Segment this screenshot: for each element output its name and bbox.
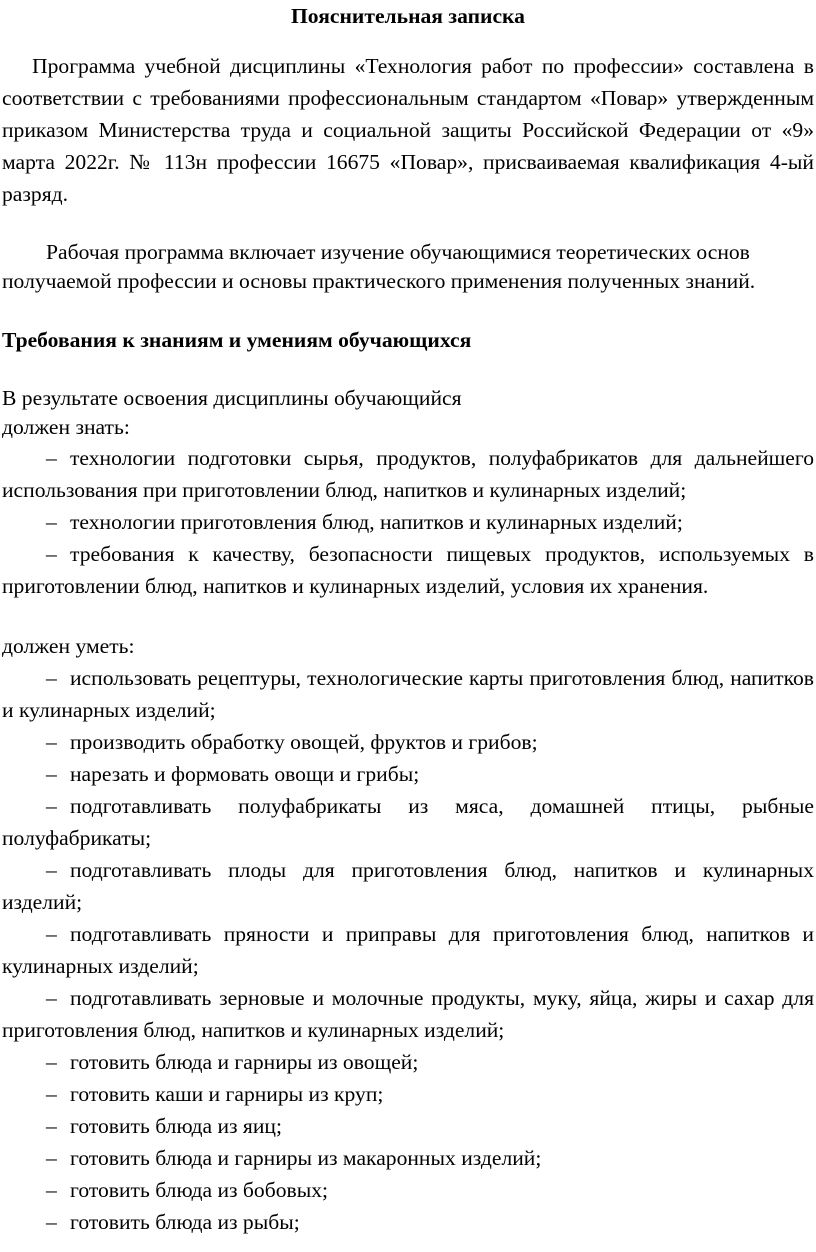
dash-marker: – — [46, 1210, 57, 1234]
list-item — [2, 1174, 814, 1206]
dash-marker: – — [46, 666, 57, 690]
list-item-text: подготавливать полуфабрикаты из мяса, домашней птицы, рыбные полуфабрикаты; — [2, 794, 814, 850]
list-item-text: требования к качеству, безопасности пищевых продуктов, используемых в приготовлении блюд, напитков и кулинарных изделий, условия их хранения. — [2, 542, 814, 598]
dash-marker: – — [46, 1050, 57, 1074]
dash-marker: – — [46, 1178, 57, 1202]
list-item-text: производить обработку овощей, фруктов и грибов; — [70, 730, 538, 754]
list-item-text: готовить блюда из яиц; — [70, 1114, 282, 1138]
dash-marker: – — [46, 1146, 57, 1170]
list-item — [2, 538, 814, 602]
list-item — [2, 1110, 814, 1142]
dash-marker: – — [46, 542, 57, 566]
list-item — [2, 726, 814, 758]
intro-paragraph: Программа учебной дисциплины «Технология работ по профессии» составлена в соответствии с требованиями профессиональным стандартом «Повар» утвержденным приказом Министерства труда и социальной защиты Российской Федерации от «9» марта 2022г. № 113н профессии 16675 «Повар», присваиваемая квалификация 4-ый разряд. — [2, 54, 814, 206]
list-item-text: готовить блюда и гарниры из макаронных изделий; — [70, 1146, 542, 1170]
list-item-text: подготавливать зерновые и молочные продукты, муку, яйца, жиры и сахар для приготовления блюд, напитков и кулинарных изделий; — [2, 986, 814, 1042]
list-item — [2, 982, 814, 1046]
list-item-text: подготавливать пряности и приправы для приготовления блюд, напитков и кулинарных изделий; — [2, 922, 814, 978]
must-do-list — [2, 662, 814, 1238]
list-item-text: использовать рецептуры, технологические карты приготовления блюд, напитков и кулинарных изделий; — [2, 666, 814, 722]
list-item — [2, 1206, 814, 1238]
requirements-heading: Требования к знаниям и умениям обучающихся — [2, 328, 472, 352]
list-item — [2, 854, 814, 918]
must-know-list — [2, 442, 814, 602]
dash-marker: – — [46, 446, 57, 470]
list-item-text: нарезать и формовать овощи и грибы; — [70, 762, 420, 786]
page-title: Пояснительная записка — [291, 4, 525, 28]
list-item — [2, 1046, 814, 1078]
dash-marker: – — [46, 1082, 57, 1106]
dash-marker: – — [46, 1114, 57, 1138]
list-item-text: готовить блюда из бобовых; — [70, 1178, 328, 1202]
must-do-label: должен уметь: — [2, 634, 135, 658]
dash-marker: – — [46, 986, 57, 1010]
dash-marker: – — [46, 922, 57, 946]
list-item — [2, 790, 814, 854]
list-item-text: готовить каши и гарниры из круп; — [70, 1082, 384, 1106]
list-item-text: подготавливать плоды для приготовления блюд, напитков и кулинарных изделий; — [2, 858, 814, 914]
must-know-label: должен знать: — [2, 415, 130, 439]
spacer — [2, 210, 814, 238]
dash-marker: – — [46, 858, 57, 882]
list-item — [2, 506, 814, 538]
dash-marker: – — [46, 730, 57, 754]
list-item — [2, 918, 814, 982]
dash-marker: – — [46, 762, 57, 786]
list-item — [2, 1078, 814, 1110]
spacer — [2, 32, 814, 50]
work-program-paragraph: Рабочая программа включает изучение обучающимися теоретических основ получаемой профессии и основы практического применения полученных знаний. — [2, 240, 756, 293]
list-item — [2, 662, 814, 726]
spacer — [2, 356, 814, 384]
list-item — [2, 758, 814, 790]
spacer — [2, 602, 814, 630]
list-item-text: технологии приготовления блюд, напитков и кулинарных изделий; — [70, 510, 683, 534]
spacer — [2, 296, 814, 324]
list-item — [2, 1142, 814, 1174]
dash-marker: – — [46, 510, 57, 534]
list-item-text: готовить блюда из рыбы; — [70, 1210, 300, 1234]
result-line: В результате освоения дисциплины обучающийся — [2, 386, 462, 410]
list-item-text: технологии подготовки сырья, продуктов, полуфабрикатов для дальнейшего использования при приготовлении блюд, напитков и кулинарных изделий; — [2, 446, 814, 502]
list-item — [2, 442, 814, 506]
list-item-text: готовить блюда и гарниры из овощей; — [70, 1050, 419, 1074]
dash-marker: – — [46, 794, 57, 818]
